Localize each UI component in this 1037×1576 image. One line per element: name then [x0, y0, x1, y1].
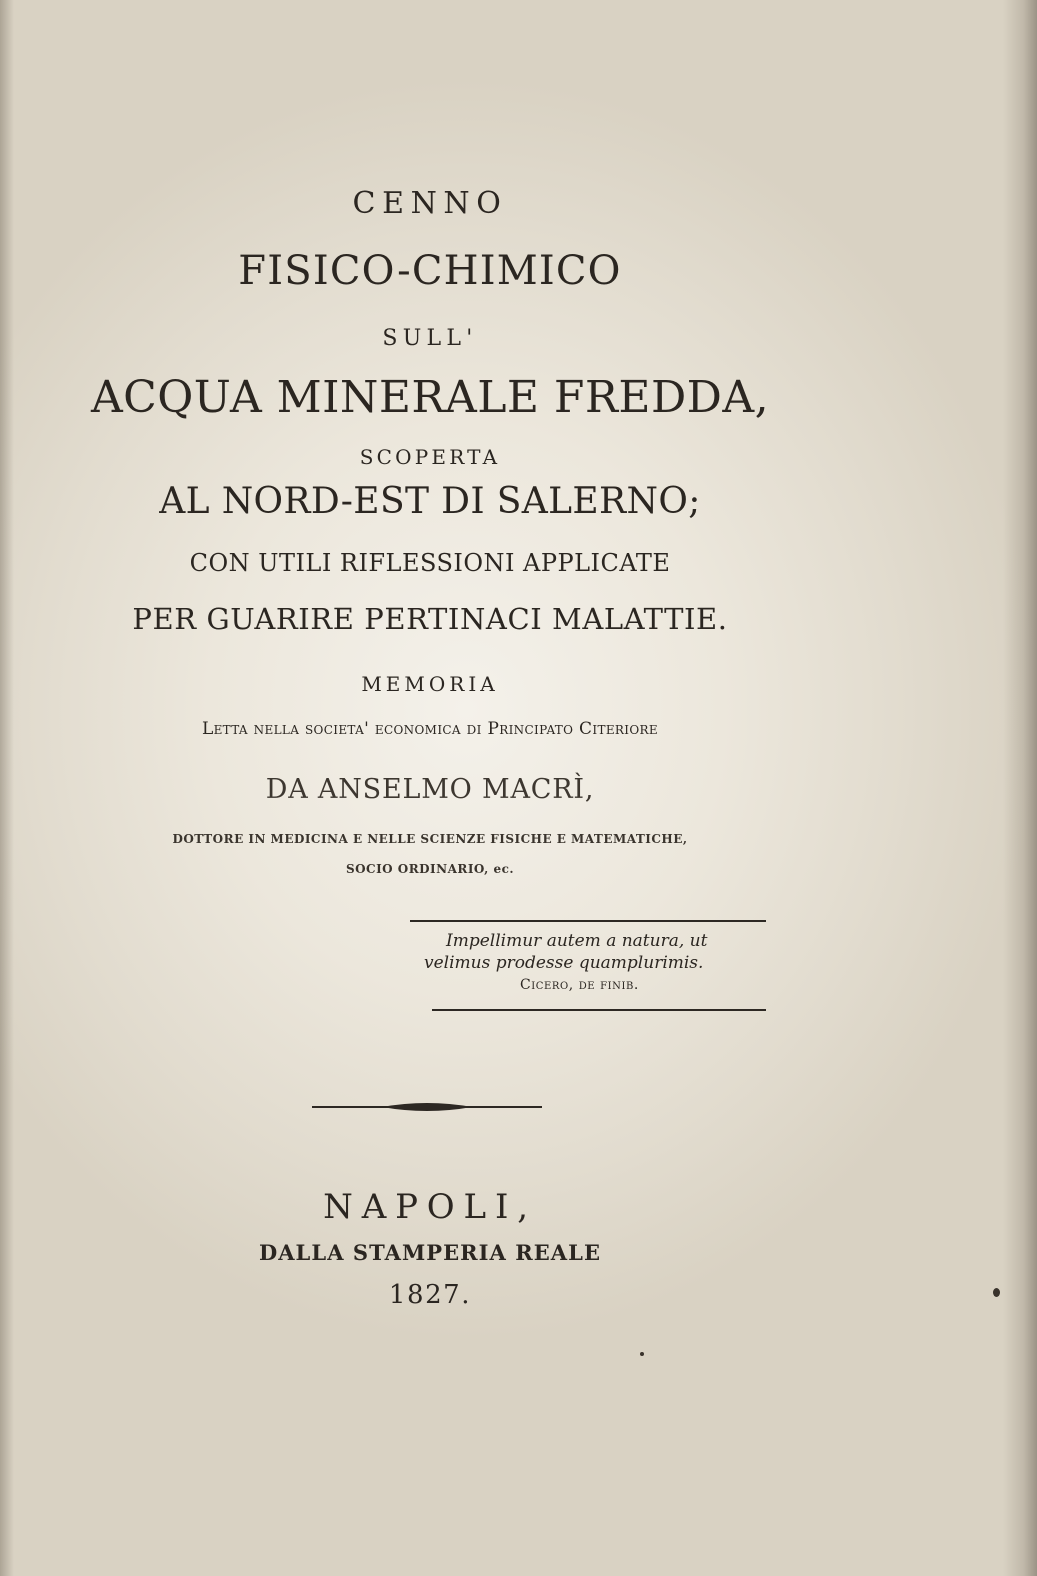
imprint-year: 1827. [388, 1280, 472, 1310]
title-line-nord-est: AL NORD-EST DI SALERNO; [159, 481, 701, 522]
title-line-acqua-minerale: ACQUA MINERALE FREDDA, [90, 372, 770, 423]
author-credentials: DOTTORE IN MEDICINA E NELLE SCIENZE FISICHE E MATEMATICHE, [172, 832, 688, 846]
paper-speck [993, 1288, 1000, 1297]
epigraph-line-1: Impellimur autem a natura, ut [446, 931, 708, 951]
epigraph [424, 930, 764, 996]
epigraph-rule-bottom [432, 1009, 766, 1011]
imprint-printer: DALLA STAMPERIA REALE [258, 1240, 602, 1265]
title-line-letta: Letta nella societa' economica di Principato Citeriore [201, 719, 659, 739]
title-line-sull: SULL' [382, 326, 478, 351]
page-right-edge-shadow [1003, 0, 1037, 1576]
title-line-malattie: PER GUARIRE PERTINACI MALATTIE. [132, 602, 728, 636]
title-line-fisico-chimico: FISICO-CHIMICO [238, 248, 622, 294]
ornamental-divider [312, 1098, 542, 1116]
epigraph-rule-top [410, 920, 766, 922]
title-line-memoria: MEMORIA [361, 672, 499, 696]
author-name: DA ANSELMO MACRÌ, [265, 774, 595, 805]
epigraph-attribution: Cicero, de finib. [520, 977, 639, 993]
author-membership: SOCIO ORDINARIO, ec. [345, 862, 515, 876]
paper-speck [640, 1352, 644, 1356]
title-line-cenno: CENNO [352, 186, 508, 221]
imprint-city: NAPOLI, [323, 1187, 537, 1227]
title-line-scoperta: SCOPERTA [359, 445, 501, 469]
epigraph-line-2: velimus prodesse quamplurimis. [424, 953, 704, 973]
title-line-riflessioni: CON UTILI RIFLESSIONI APPLICATE [189, 549, 671, 577]
